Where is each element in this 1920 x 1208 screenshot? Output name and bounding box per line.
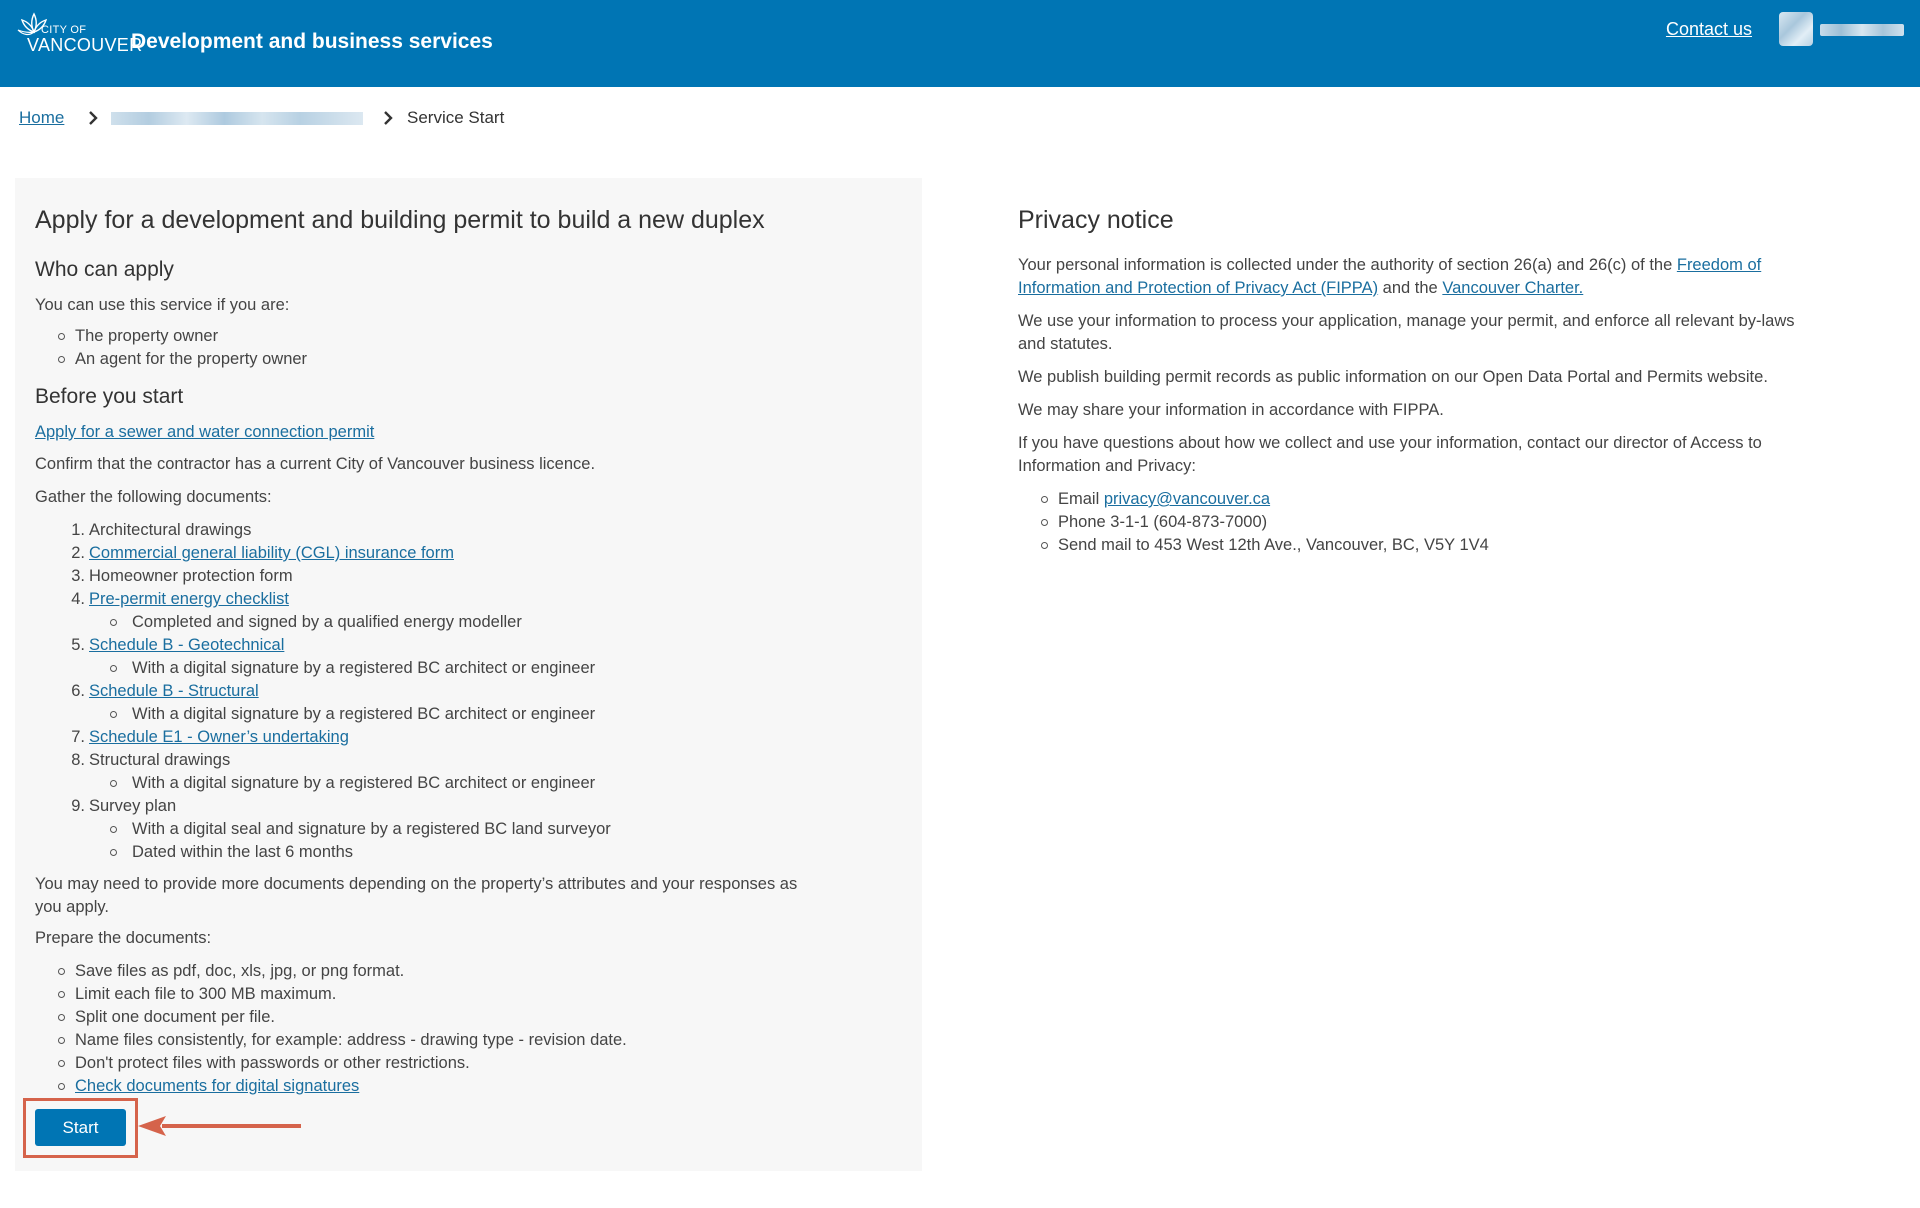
- bullet-icon: [58, 991, 65, 998]
- breadcrumb-home-link[interactable]: Home: [19, 108, 65, 127]
- bullet-icon: [110, 619, 117, 626]
- doc-sub-item: With a digital signature by a registered BC architect or engineer: [132, 659, 596, 677]
- bullet-icon: [58, 333, 65, 340]
- doc-sub-item: With a digital signature by a registered BC architect or engineer: [132, 705, 596, 723]
- bullet-icon: [110, 780, 117, 787]
- breadcrumb-redacted-link[interactable]: [111, 112, 363, 125]
- who-can-apply-heading: Who can apply: [35, 258, 174, 281]
- user-avatar[interactable]: [1779, 12, 1813, 46]
- bullet-icon: [1041, 519, 1048, 526]
- privacy-paragraph-2-line1: We use your information to process your application, manage your permit, and enforce all relevant by-laws: [1018, 312, 1795, 330]
- prepare-documents-text: Prepare the documents:: [35, 929, 212, 947]
- privacy-paragraph-3: We publish building permit records as public information on our Open Data Portal and Permits website.: [1018, 368, 1768, 386]
- bullet-icon: [110, 665, 117, 672]
- who-item-owner: The property owner: [75, 327, 219, 345]
- doc-architectural-drawings: Architectural drawings: [89, 521, 252, 539]
- doc-schedule-e1-link[interactable]: Schedule E1 - Owner’s undertaking: [89, 728, 349, 746]
- prepare-item: Split one document per file.: [75, 1008, 275, 1026]
- doc-number: 2.: [71, 544, 85, 562]
- contact-mail-item: Send mail to 453 West 12th Ave., Vancouver, BC, V5Y 1V4: [1058, 536, 1489, 554]
- doc-sub-item: Completed and signed by a qualified energy modeller: [132, 613, 522, 631]
- email-label: Email: [1058, 490, 1104, 508]
- privacy-paragraph-2-line2: and statutes.: [1018, 335, 1113, 353]
- more-documents-text-line2: you apply.: [35, 898, 109, 916]
- confirm-contractor-text: Confirm that the contractor has a current City of Vancouver business licence.: [35, 455, 596, 473]
- doc-sub-item: Dated within the last 6 months: [132, 843, 354, 861]
- doc-survey-plan: Survey plan: [89, 797, 177, 815]
- doc-schedule-b-geotechnical-link[interactable]: Schedule B - Geotechnical: [89, 636, 285, 654]
- bullet-icon: [58, 1037, 65, 1044]
- city-logo[interactable]: [14, 10, 143, 55]
- prepare-item: Don't protect files with passwords or other restrictions.: [75, 1054, 470, 1072]
- privacy-paragraph-4: We may share your information in accordance with FIPPA.: [1018, 401, 1444, 419]
- doc-number: 7.: [71, 728, 85, 746]
- doc-homeowner-protection: Homeowner protection form: [89, 567, 293, 585]
- page-title: Apply for a development and building permit to build a new duplex: [35, 206, 765, 234]
- contact-phone-item: Phone 3-1-1 (604-873-7000): [1058, 513, 1268, 531]
- bullet-icon: [110, 826, 117, 833]
- bullet-icon: [58, 1083, 65, 1090]
- doc-energy-checklist-link[interactable]: Pre-permit energy checklist: [89, 590, 289, 608]
- doc-number: 6.: [71, 682, 85, 700]
- breadcrumb-current: Service Start: [407, 108, 505, 127]
- fippa-link-continued[interactable]: Information and Protection of Privacy Act (FIPPA): [1018, 279, 1379, 297]
- before-you-start-heading: Before you start: [35, 385, 184, 408]
- bullet-icon: [58, 1014, 65, 1021]
- start-button[interactable]: Start: [35, 1109, 126, 1146]
- privacy-email-link[interactable]: privacy@vancouver.ca: [1103, 490, 1271, 508]
- sewer-permit-link[interactable]: Apply for a sewer and water connection permit: [35, 423, 375, 441]
- fippa-link[interactable]: Freedom of: [1676, 256, 1762, 274]
- privacy-paragraph-1: [1018, 254, 1761, 277]
- bullet-icon: [1041, 496, 1048, 503]
- chevron-right-icon: [380, 110, 396, 126]
- chevron-right-icon: [85, 110, 101, 126]
- prepare-item: Limit each file to 300 MB maximum.: [75, 985, 337, 1003]
- doc-cgl-insurance-link[interactable]: Commercial general liability (CGL) insurance form: [89, 544, 454, 562]
- prepare-item: Save files as pdf, doc, xls, jpg, or png format.: [75, 962, 405, 980]
- doc-number: 4.: [71, 590, 85, 608]
- contact-email-item: [1058, 488, 1270, 511]
- who-can-apply-intro: You can use this service if you are:: [35, 296, 290, 314]
- bullet-icon: [58, 968, 65, 975]
- bullet-icon: [58, 1060, 65, 1067]
- doc-schedule-b-structural-link[interactable]: Schedule B - Structural: [89, 682, 259, 700]
- doc-number: 9.: [71, 797, 85, 815]
- doc-structural-drawings: Structural drawings: [89, 751, 231, 769]
- doc-number: 5.: [71, 636, 85, 654]
- bullet-icon: [1041, 542, 1048, 549]
- prepare-item: Name files consistently, for example: address - drawing type - revision date.: [75, 1031, 627, 1049]
- privacy-paragraph-5-line1: If you have questions about how we collect and use your information, contact our director of Access to: [1018, 434, 1762, 452]
- arrow-left-icon: [136, 1114, 304, 1138]
- bullet-icon: [58, 356, 65, 363]
- doc-sub-item: With a digital signature by a registered BC architect or engineer: [132, 774, 596, 792]
- privacy-p1-text: Your personal information is collected under the authority of section 26(a) and 26(c) of the: [1018, 256, 1677, 274]
- gather-documents-text: Gather the following documents:: [35, 488, 272, 506]
- bullet-icon: [110, 849, 117, 856]
- vancouver-charter-link[interactable]: Vancouver Charter.: [1442, 279, 1584, 297]
- more-documents-text-line1: You may need to provide more documents depending on the property’s attributes and your responses as: [35, 875, 798, 893]
- privacy-p1-mid: and the: [1378, 279, 1443, 297]
- doc-sub-item: With a digital seal and signature by a registered BC land surveyor: [132, 820, 611, 838]
- privacy-paragraph-1-line2: [1018, 277, 1583, 300]
- who-item-agent: An agent for the property owner: [75, 350, 308, 368]
- doc-number: 1.: [71, 521, 85, 539]
- site-title: Development and business services: [131, 30, 493, 53]
- site-header: [0, 0, 1920, 87]
- user-name-redacted[interactable]: [1820, 24, 1904, 36]
- privacy-paragraph-5-line2: Information and Privacy:: [1018, 457, 1196, 475]
- contact-us-link[interactable]: Contact us: [1665, 19, 1752, 39]
- doc-number: 3.: [71, 567, 85, 585]
- check-digital-signatures-link[interactable]: Check documents for digital signatures: [75, 1077, 360, 1095]
- logo-vancouver: VANCOUVER: [27, 35, 143, 55]
- privacy-title: Privacy notice: [1018, 206, 1174, 234]
- logo-city-of: CITY OF: [41, 24, 87, 36]
- bullet-icon: [110, 711, 117, 718]
- doc-number: 8.: [71, 751, 85, 769]
